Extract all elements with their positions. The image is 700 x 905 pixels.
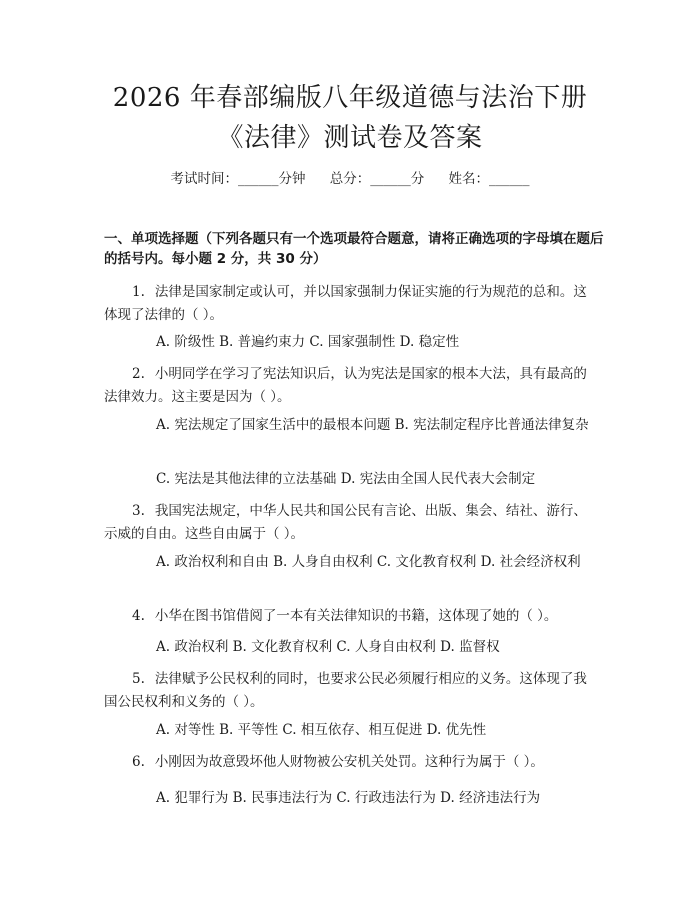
question-stem: 法律是国家制定或认可，并以国家强制力保证实施的行为规范的总和。这体现了法律的（ ）。 xyxy=(104,284,587,323)
student-name: 姓名：______ xyxy=(448,171,530,187)
question-2-options-c-d: C. 宪法是其他法律的立法基础 D. 宪法由全国人民代表大会制定 xyxy=(156,471,536,487)
question-1-options: A. 阶级性 B. 普遍约束力 C. 国家强制性 D. 稳定性 xyxy=(156,334,460,350)
page-title: 2026 年春部编版八年级道德与法治下册《法律》测试卷及答案 xyxy=(112,83,588,153)
question-number: 6. xyxy=(132,754,145,770)
question-number: 3. xyxy=(132,503,145,519)
question-3-options: A. 政治权利和自由 B. 人身自由权利 C. 文化教育权利 D. 社会经济权利 xyxy=(156,554,581,570)
question-number: 1. xyxy=(132,284,145,300)
question-6 xyxy=(104,751,600,774)
question-5 xyxy=(104,668,600,714)
section-heading: 一、单项选择题（下列各题只有一个选项最符合题意，请将正确选项的字母填在题后的括号内。每小题 2 分，共 30 分） xyxy=(104,231,604,267)
exam-meta xyxy=(0,170,700,188)
question-number: 5. xyxy=(132,671,145,687)
exam-time: 考试时间：______分钟 xyxy=(170,171,306,187)
question-stem: 小刚因为故意毁坏他人财物被公安机关处罚。这种行为属于（ ）。 xyxy=(154,754,544,770)
question-number: 2. xyxy=(132,366,145,382)
question-6-options: A. 犯罪行为 B. 民事违法行为 C. 行政违法行为 D. 经济违法行为 xyxy=(156,790,541,806)
question-stem: 小明同学在学习了宪法知识后，认为宪法是国家的根本大法，具有最高的法律效力。这主要是因为（ ）。 xyxy=(104,366,587,405)
question-stem: 法律赋予公民权利的同时，也要求公民必须履行相应的义务。这体现了我国公民权利和义务的（ ）。 xyxy=(104,671,587,710)
total-score: 总分：______分 xyxy=(329,171,425,187)
question-number: 4. xyxy=(132,608,145,624)
question-stem: 小华在图书馆借阅了一本有关法律知识的书籍，这体现了她的（ ）。 xyxy=(154,608,558,624)
question-5-options: A. 对等性 B. 平等性 C. 相互依存、相互促进 D. 优先性 xyxy=(156,722,487,738)
question-2-options-a-b: A. 宪法规定了国家生活中的最根本问题 B. 宪法制定程序比普通法律复杂 xyxy=(156,417,589,433)
question-4 xyxy=(104,605,600,628)
question-3 xyxy=(104,500,600,546)
question-stem: 我国宪法规定，中华人民共和国公民有言论、出版、集会、结社、游行、示威的自由。这些自由属于（ ）。 xyxy=(104,503,587,542)
question-2 xyxy=(104,363,600,409)
question-4-options: A. 政治权利 B. 文化教育权利 C. 人身自由权利 D. 监督权 xyxy=(156,639,500,655)
question-1 xyxy=(104,281,600,327)
